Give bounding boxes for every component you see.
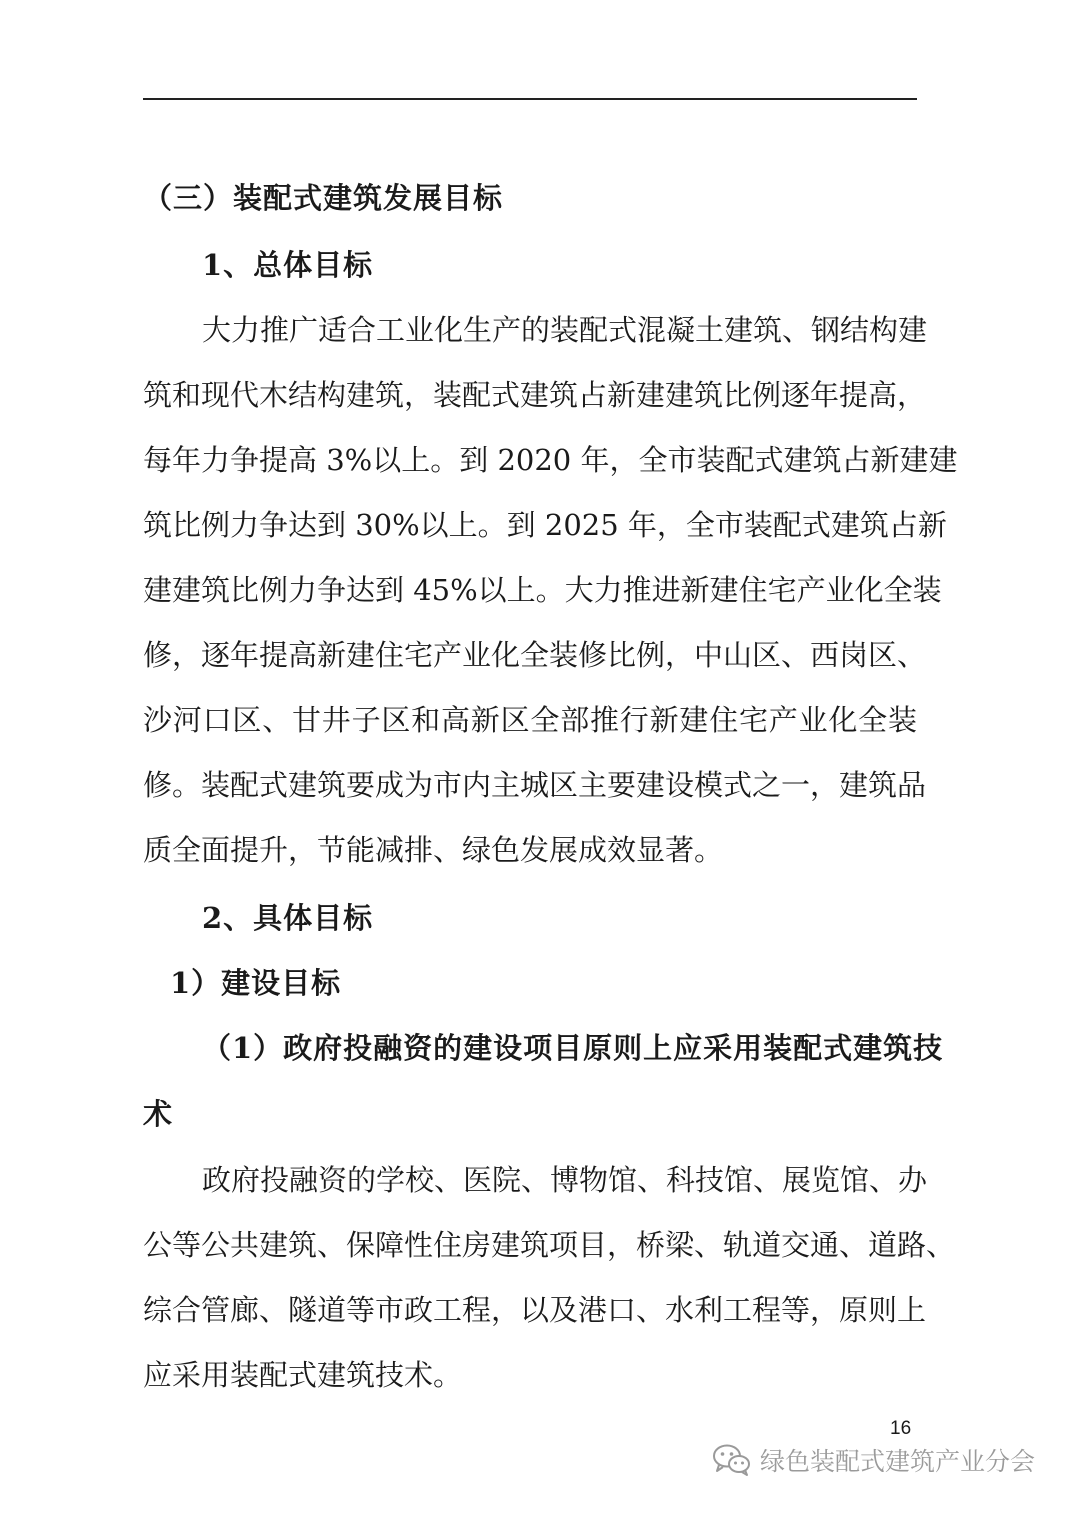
header-rule	[143, 98, 917, 100]
paragraph-line: 公等公共建筑、保障性住房建筑项目，桥梁、轨道交通、道路、	[143, 1228, 956, 1262]
paragraph-line: 每年力争提高 3%以上。到 2020 年，全市装配式建筑占新建建	[143, 443, 958, 477]
item-heading-line: （1）政府投融资的建设项目原则上应采用装配式建筑技	[202, 1031, 944, 1065]
paragraph-line: 质全面提升，节能减排、绿色发展成效显著。	[143, 833, 724, 867]
subsection-heading-construction: 1）建设目标	[170, 966, 342, 1000]
paragraph-line: 修。装配式建筑要成为市内主城区主要建设模式之一，建筑品	[143, 768, 927, 802]
paragraph-line: 修，逐年提高新建住宅产业化全装修比例，中山区、西岗区、	[143, 638, 927, 672]
section-heading: （三）装配式建筑发展目标	[143, 181, 504, 215]
paragraph-line: 大力推广适合工业化生产的装配式混凝土建筑、钢结构建	[202, 313, 928, 347]
paragraph-line: 综合管廊、隧道等市政工程，以及港口、水利工程等，原则上	[143, 1293, 927, 1327]
paragraph-line: 政府投融资的学校、医院、博物馆、科技馆、展览馆、办	[202, 1163, 928, 1197]
watermark-text: 绿色装配式建筑产业分会	[760, 1447, 1036, 1476]
paragraph-line: 沙河口区、甘井子区和高新区全部推行新建住宅产业化全装	[143, 703, 917, 737]
subsection-heading-overall: 1、总体目标	[202, 248, 374, 282]
paragraph-line: 筑比例力争达到 30%以上。到 2025 年，全市装配式建筑占新	[143, 508, 947, 542]
paragraph-line: 筑和现代木结构建筑，装配式建筑占新建建筑比例逐年提高，	[143, 378, 927, 412]
item-heading-line: 术	[143, 1097, 174, 1131]
paragraph-line: 建建筑比例力争达到 45%以上。大力推进新建住宅产业化全装	[143, 573, 942, 607]
page-number: 16	[890, 1418, 912, 1439]
wechat-icon	[712, 1443, 752, 1477]
watermark	[712, 1442, 1035, 1478]
subsection-heading-specific: 2、具体目标	[202, 901, 374, 935]
paragraph-line: 应采用装配式建筑技术。	[143, 1358, 463, 1392]
